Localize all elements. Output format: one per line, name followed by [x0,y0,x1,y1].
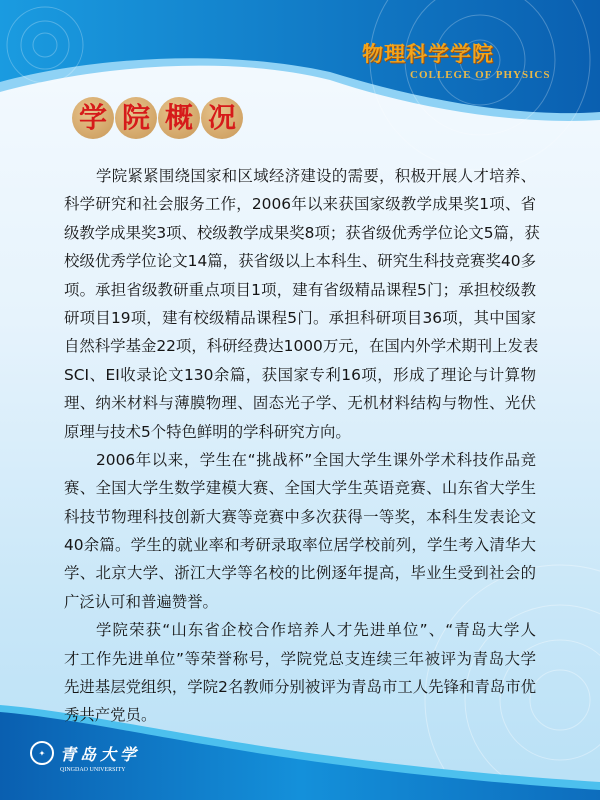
college-name-en: COLLEGE OF PHYSICS [410,69,551,81]
paragraph [64,616,536,730]
university-seal-icon: ✦ [30,741,54,765]
text-line: 先进基层党组织，学院2名教师分别被评为青岛市工人先锋和青岛市优 [64,678,536,697]
text-line: 科技节物理科技创新大赛等竞赛中多次获得一等奖，本科生发表论文 [64,507,536,526]
section-title [72,97,243,139]
text-line: 40余篇。学生的就业率和考研录取率位居学校前列，学生考入清华大 [64,536,536,555]
text-line: 赛、全国大学生数学建模大赛、全国大学生英语竞赛、山东省大学生 [64,479,536,498]
text-line: 学、北京大学、浙江大学等名校的比例逐年提高，毕业生受到社会的 [64,564,536,583]
university-name-en: QINGDAO UNIVERSITY [60,767,126,773]
text-line: 校级优秀学位论文14篇，获省级以上本科生、研究生科技竞赛奖40多 [64,252,536,271]
text-line: 研项目19项，建有校级精品课程5门。承担科研项目36项，其中国家 [64,308,536,327]
text-line: 才工作先进单位”等荣誉称号，学院党总支连续三年被评为青岛大学 [64,649,536,668]
paragraph [64,162,540,446]
text-line: 原理与技术5个特色鲜明的学科研究方向。 [64,422,351,441]
text-line: SCI、EI收录论文130余篇，获国家专利16项，形成了理论与计算物 [64,365,536,384]
section-title-char: 况 [201,97,243,139]
text-line: 秀共产党员。 [64,706,157,725]
section-title-char: 概 [158,97,200,139]
body-text [64,162,540,730]
section-title-char: 学 [72,97,114,139]
text-line: 2006年以来，学生在“挑战杯”全国大学生课外学术科技作品竞 [96,450,536,469]
university-name: 青岛大学 [60,744,141,764]
text-line: 自然科学基金22项，科研经费达1000万元，在国内外学术期刊上发表 [64,337,539,356]
text-line: 广泛认可和普遍赞誉。 [64,592,218,611]
section-title-char: 院 [115,97,157,139]
university-logo [30,741,141,773]
text-line: 理、纳米材料与薄膜物理、固态光子学、无机材料结构与物性、光伏 [64,394,536,413]
college-name: 物理科学学院 [362,41,494,66]
text-line: 科学研究和社会服务工作，2006年以来获国家级教学成果奖1项、省 [64,195,536,214]
text-line: 学院紧紧围绕国家和区域经济建设的需要，积极开展人才培养、 [96,167,536,185]
paragraph [64,446,536,616]
text-line: 学院荣获“山东省企校合作培养人才先进单位”、“青岛大学人 [96,621,536,640]
text-line: 项。承担省级教研重点项目1项，建有省级精品课程5门；承担校级教 [64,280,536,299]
text-line: 级教学成果奖3项、校级教学成果奖8项；获省级优秀学位论文5篇，获 [64,223,540,242]
